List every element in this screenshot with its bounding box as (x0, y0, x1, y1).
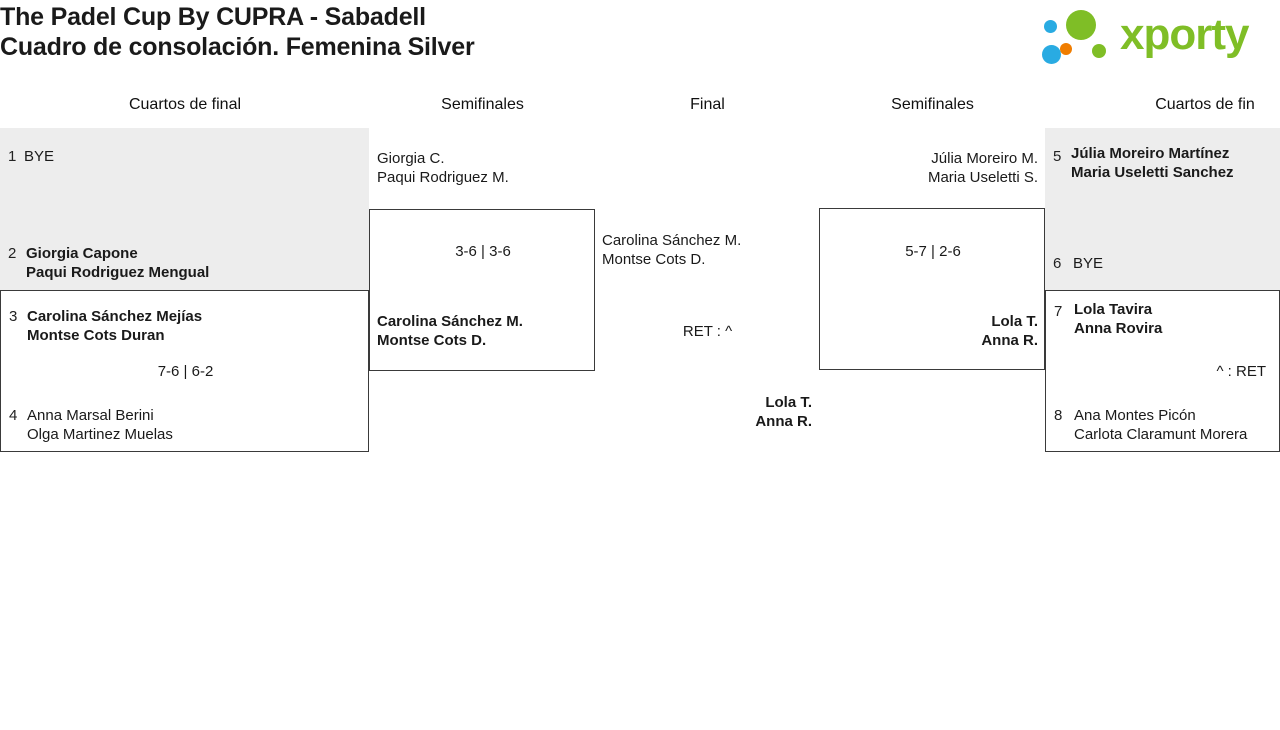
page-title (0, 2, 474, 62)
player-name: Maria Useletti Sanchez (1071, 164, 1234, 181)
round-label-quarterfinals-right: Cuartos de fin (1155, 96, 1255, 113)
player-name: Anna Rovira (1074, 320, 1163, 337)
logo-dot-blue-small (1044, 20, 1057, 33)
player-name: Júlia Moreiro Martínez (1071, 145, 1230, 162)
title-line-2: Cuadro de consolación. Femenina Silver (0, 33, 475, 61)
seed-number: 4 (9, 407, 18, 424)
team-left-qf1-bottom (26, 244, 209, 282)
match-left-qf2[interactable] (0, 290, 369, 452)
score-left-semifinal: 3-6 | 3-6 (455, 243, 511, 260)
player-name: Olga Martinez Muelas (27, 426, 173, 443)
seed-number: 7 (1054, 303, 1063, 320)
player-name: Júlia Moreiro M. (931, 150, 1038, 167)
logo-dot-orange-small (1060, 43, 1072, 55)
round-label-semifinals-right: Semifinales (891, 96, 974, 113)
team-left-qf1-top: BYE (24, 148, 55, 165)
team-right-semifinal-top (845, 149, 1038, 187)
player-name: Ana Montes Picón (1074, 407, 1196, 424)
seed-number: 6 (1053, 255, 1062, 272)
team-left-qf2-bottom (27, 406, 173, 444)
player-name: Carlota Claramunt Morera (1074, 426, 1248, 443)
round-label-final: Final (690, 96, 725, 113)
player-name: Maria Useletti S. (927, 169, 1038, 186)
logo-dot-green-large (1066, 10, 1096, 40)
team-right-qf1-bottom: BYE (1073, 255, 1104, 272)
seed-number: 8 (1054, 407, 1063, 424)
player-name: Lola T. (991, 313, 1038, 330)
team-right-semifinal-bottom (845, 312, 1038, 350)
logo-dot-blue-medium (1042, 45, 1061, 64)
seed-number: 2 (8, 245, 17, 262)
round-label-quarterfinals-left: Cuartos de final (128, 96, 242, 113)
player-name: Paqui Rodriguez M. (377, 169, 509, 186)
page-header (0, 0, 1280, 72)
player-name: Paqui Rodriguez Mengual (26, 264, 210, 281)
logo-dot-green-small (1092, 44, 1106, 58)
title-line-1: The Padel Cup By CUPRA - Sabadell (0, 3, 426, 31)
match-right-qf1[interactable] (1045, 128, 1280, 290)
player-name: Montse Cots Duran (27, 327, 165, 344)
player-name: Giorgia C. (377, 150, 445, 167)
player-name: Carolina Sánchez Mejías (27, 308, 203, 325)
team-left-semifinal-bottom (377, 312, 523, 350)
team-left-qf2-top (27, 307, 202, 345)
seed-number: 3 (9, 308, 18, 325)
player-name: Carolina Sánchez M. (377, 313, 523, 330)
team-right-qf2-bottom (1074, 406, 1247, 444)
score-right-semifinal: 5-7 | 2-6 (905, 243, 961, 260)
round-label-semifinals-left: Semifinales (441, 96, 524, 113)
seed-number: 5 (1053, 148, 1062, 165)
player-name: Anna R. (755, 413, 812, 430)
score-left-qf2: 7-6 | 6-2 (157, 363, 214, 380)
team-final-top (602, 231, 741, 269)
match-left-qf1[interactable] (0, 128, 369, 290)
player-name: Lola T. (765, 394, 812, 411)
team-right-qf2-top (1074, 300, 1162, 338)
match-right-qf2[interactable] (1045, 290, 1280, 452)
player-name: Carolina Sánchez M. (602, 232, 742, 249)
score-final: RET : ^ (682, 323, 733, 340)
player-name: Lola Tavira (1074, 301, 1153, 318)
player-name: Montse Cots D. (602, 251, 706, 268)
player-name: Giorgia Capone (26, 245, 138, 262)
player-name: Montse Cots D. (377, 332, 487, 349)
logo-wordmark: xporty (1120, 10, 1249, 59)
team-left-semifinal-top (377, 149, 509, 187)
player-name: Anna R. (981, 332, 1038, 349)
seed-number: 1 (8, 148, 17, 165)
player-name: Anna Marsal Berini (27, 407, 154, 424)
xporty-logo[interactable] (1042, 6, 1272, 68)
score-right-qf2: ^ : RET (1216, 363, 1266, 380)
team-final-bottom (640, 393, 812, 431)
team-right-qf1-top (1071, 144, 1234, 182)
